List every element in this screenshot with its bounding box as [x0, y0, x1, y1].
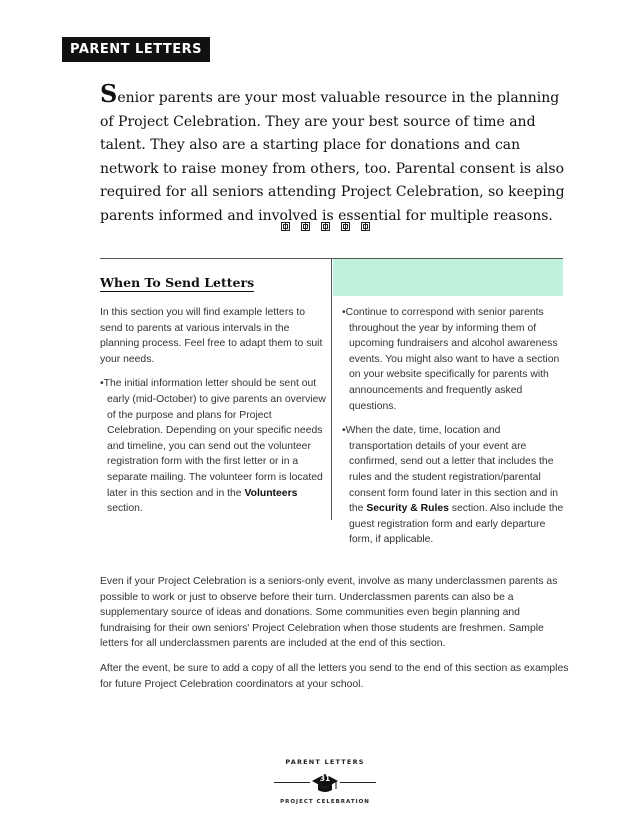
bullet-text: •When the date, time, location and transportation details of your event are confirmed, send out a letter that includes the rules and the student registration/parental consent form found later in this section and in the [342, 425, 559, 515]
bullet-text-end: section. Also include the guest registration form and early departure form, if applicable. [349, 503, 564, 546]
bullet-text: •The initial information letter should be sent out early (mid-October) to give parents an overview of the purpose and plans for Project Celebration. Depending on your specific needs and timeline, you can send out the volunteer registration form with the first letter or in a separate mailing. The volunteer form is located later in this section and in the [100, 378, 326, 499]
footer-bottom-label: PROJECT CELEBRATION [280, 799, 370, 805]
body-text [100, 574, 570, 701]
accent-box [333, 259, 563, 296]
right-bullet [342, 423, 564, 548]
page-footer [270, 758, 380, 808]
left-bullet [100, 376, 326, 516]
section-tag: PARENT LETTERS [62, 37, 210, 62]
right-bullet: •Continue to correspond with senior parents throughout the year by informing them of upcoming fundraisers and alcohol awareness events. You might also want to have a section on your website specifically for parents with announcements and frequently asked questions. [342, 307, 560, 412]
intro-text: enior parents are your most valuable resource in the planning of Project Celebration. They are your best source of time and talent. They also are a starting place for donations and can network to raise money from others, too. Parental consent is also required for all seniors attending Project Celebration, so keeping parents informed and involved is essential for multiple reasons. [100, 90, 565, 224]
ornament-row [281, 222, 370, 231]
ornament-icon [301, 222, 310, 231]
left-intro-paragraph: In this section you will find example letters to send to parents at various intervals in the planning process. Feel free to adapt them to suit your needs. [100, 307, 323, 365]
security-rules-reference: Security & Rules [366, 503, 449, 515]
ornament-icon [361, 222, 370, 231]
footer-top-label: PARENT LETTERS [285, 758, 365, 766]
ornament-icon [321, 222, 330, 231]
volunteers-reference: Volunteers [244, 487, 298, 499]
drop-cap: S [100, 79, 118, 108]
intro-paragraph [100, 79, 570, 228]
body-paragraph: After the event, be sure to add a copy of all the letters you send to the end of this section as examples for future Project Celebration coordinators at your school. [100, 662, 569, 690]
divider-vertical [331, 258, 332, 520]
bullet-text-end: section. [107, 503, 143, 515]
section-heading: When To Send Letters [100, 275, 255, 290]
left-column [100, 305, 326, 526]
right-column [342, 305, 564, 557]
body-paragraph: Even if your Project Celebration is a seniors-only event, involve as many underclassmen parents as possible to work or just to observe before their turn. Underclassmen parents can also be a supplementary source of ideas and donations. Some communities even begin planning and fundraising for their own seniors' Project Celebration when those students are freshmen. Sample letters for all underclassmen parents are included at the end of this section. [100, 576, 558, 650]
ornament-icon [281, 222, 290, 231]
page-number: 31 [319, 774, 331, 783]
ornament-icon [341, 222, 350, 231]
